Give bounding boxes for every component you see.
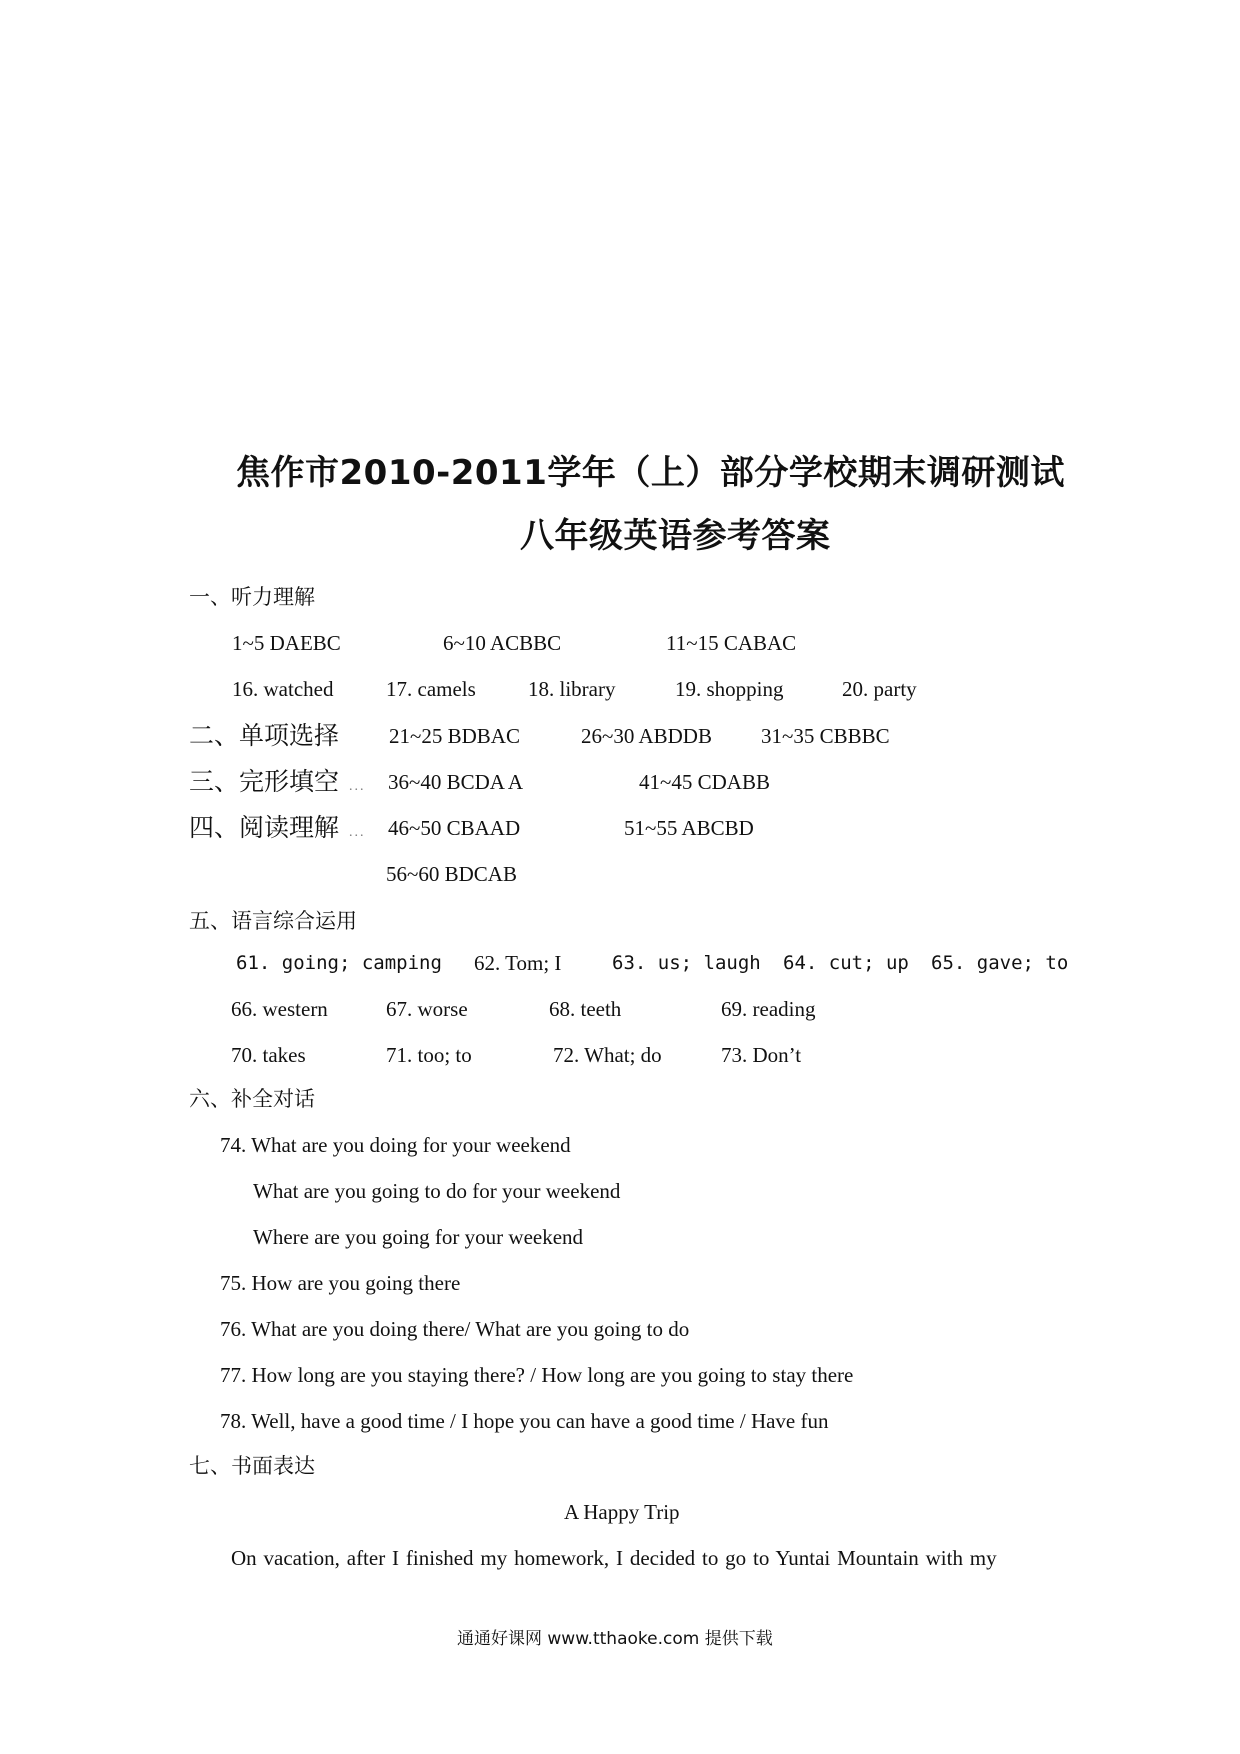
section-listening-label: 一、听力理解	[189, 585, 315, 609]
answer-51-55: 51~55 ABCBD	[624, 816, 754, 840]
answer-68: 68. teeth	[549, 997, 622, 1021]
answer-46-50: 46~50 CBAAD	[388, 816, 521, 840]
section-reading-label: 四、阅读理解	[189, 813, 340, 842]
answer-21-25: 21~25 BDBAC	[389, 724, 520, 748]
answer-65: 65. gave; to	[931, 952, 1069, 974]
answer-41-45: 41~45 CDABB	[639, 770, 770, 794]
answer-74-alt-2: Where are you going for your weekend	[253, 1225, 584, 1249]
answer-61: 61. going; camping	[236, 952, 442, 974]
section-single-choice-label: 二、单项选择	[189, 721, 340, 750]
answer-76: 76. What are you doing there/ What are you going to do	[220, 1317, 690, 1341]
section-cloze-dots: ...	[349, 779, 366, 794]
answer-62: 62. Tom; I	[474, 951, 562, 975]
section-language-use-label: 五、语言综合运用	[189, 909, 357, 933]
answer-74-alt-1: What are you going to do for your weekend	[253, 1179, 621, 1203]
answer-77: 77. How long are you staying there? / How long are you going to stay there	[220, 1363, 854, 1387]
answer-1-5: 1~5 DAEBC	[232, 631, 341, 655]
answer-18: 18. library	[528, 677, 616, 701]
section-cloze-label: 三、完形填空	[189, 767, 340, 796]
answer-78: 78. Well, have a good time / I hope you can have a good time / Have fun	[220, 1409, 829, 1433]
essay-line-1: On vacation, after I finished my homework, I decided to go to Yuntai Mountain with my	[231, 1546, 997, 1570]
answer-11-15: 11~15 CABAC	[666, 631, 797, 655]
answer-63: 63. us; laugh	[612, 952, 761, 974]
section-reading-dots: ...	[349, 825, 366, 840]
answer-67: 67. worse	[386, 997, 468, 1021]
section-writing-label: 七、书面表达	[189, 1454, 315, 1478]
answer-74: 74. What are you doing for your weekend	[220, 1133, 571, 1157]
answer-71: 71. too; to	[386, 1043, 472, 1067]
answer-17: 17. camels	[386, 677, 476, 701]
answer-70: 70. takes	[231, 1043, 306, 1067]
footer-credit: 通通好课网 www.tthaoke.com 提供下载	[457, 1629, 773, 1649]
page-subtitle: 八年级英语参考答案	[520, 516, 831, 556]
page-title: 焦作市2010-2011学年（上）部分学校期末调研测试	[236, 453, 1065, 493]
essay-title: A Happy Trip	[564, 1500, 680, 1524]
answer-73: 73. Don’t	[721, 1043, 802, 1067]
answer-56-60: 56~60 BDCAB	[386, 862, 517, 886]
answer-6-10: 6~10 ACBBC	[443, 631, 562, 655]
answer-16: 16. watched	[232, 677, 334, 701]
answer-69: 69. reading	[721, 997, 816, 1021]
answer-64: 64. cut; up	[783, 952, 909, 974]
answer-72: 72. What; do	[553, 1043, 662, 1067]
answer-36-40: 36~40 BCDA A	[388, 770, 524, 794]
answer-66: 66. western	[231, 997, 328, 1021]
answer-19: 19. shopping	[675, 677, 784, 701]
section-dialogue-label: 六、补全对话	[189, 1087, 315, 1111]
answer-26-30: 26~30 ABDDB	[581, 724, 712, 748]
answer-75: 75. How are you going there	[220, 1271, 461, 1295]
answer-31-35: 31~35 CBBBC	[761, 724, 890, 748]
answer-20: 20. party	[842, 677, 917, 701]
